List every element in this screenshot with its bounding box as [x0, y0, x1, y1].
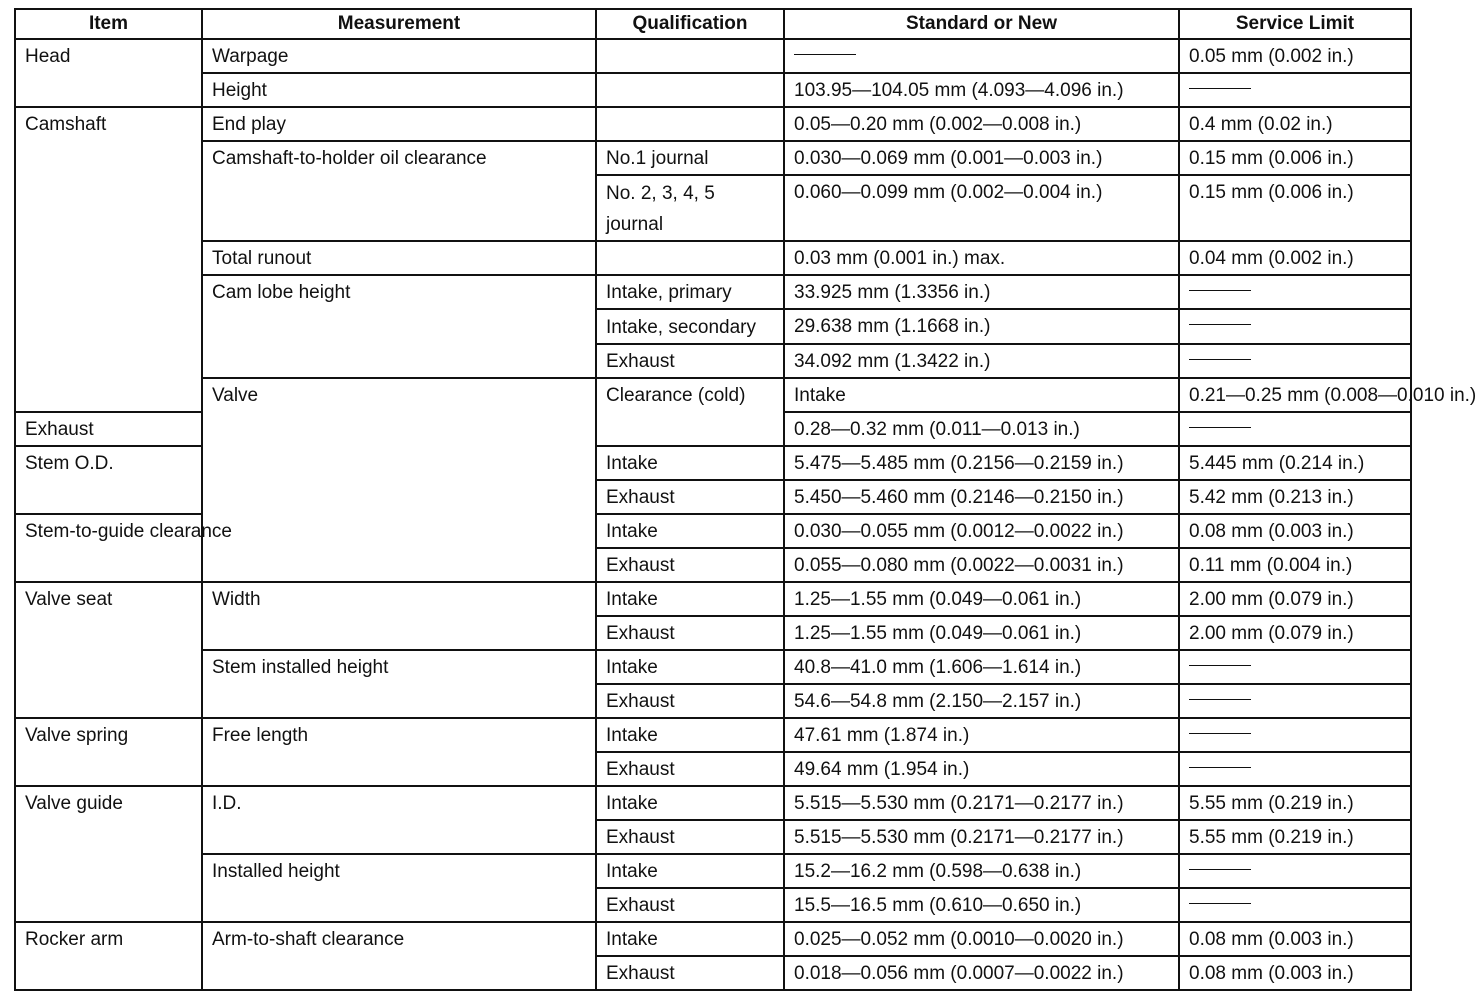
item-cell: Valve seat	[15, 582, 202, 718]
header-standard: Standard or New	[784, 9, 1179, 39]
item-cell: Valve guide	[15, 786, 202, 922]
header-row	[15, 9, 1411, 39]
qualification-cell	[596, 107, 784, 141]
standard-cell: 1.25—1.55 mm (0.049—0.061 in.)	[784, 582, 1179, 616]
limit-cell	[1179, 73, 1411, 107]
item-cell: Valve	[202, 378, 596, 582]
item-cell: Camshaft	[15, 107, 202, 412]
item-cell: Rocker arm	[15, 922, 202, 990]
measurement-cell: Height	[202, 73, 596, 107]
qualification-cell: Intake	[596, 446, 784, 480]
qualification-cell: Intake, primary	[596, 275, 784, 309]
standard-cell: 33.925 mm (1.3356 in.)	[784, 275, 1179, 309]
limit-cell	[1179, 412, 1411, 446]
dash-mark	[1189, 359, 1251, 360]
header-qualification: Qualification	[596, 9, 784, 39]
item-cell: Valve spring	[15, 718, 202, 786]
table-row	[15, 275, 1411, 309]
standard-cell: 0.03 mm (0.001 in.) max.	[784, 241, 1179, 275]
limit-cell: 0.05 mm (0.002 in.)	[1179, 39, 1411, 73]
measurement-cell: Stem-to-guide clearance	[15, 514, 202, 582]
dash-mark	[1189, 903, 1251, 904]
qualification-cell: Exhaust	[596, 820, 784, 854]
measurement-cell: Free length	[202, 718, 596, 786]
qualification-cell: Exhaust	[596, 548, 784, 582]
limit-cell: 0.08 mm (0.003 in.)	[1179, 956, 1411, 990]
limit-cell	[1179, 752, 1411, 786]
table-row	[15, 854, 1411, 888]
qualification-cell: Exhaust	[596, 344, 784, 378]
standard-cell: 0.018—0.056 mm (0.0007—0.0022 in.)	[784, 956, 1179, 990]
limit-cell: 0.15 mm (0.006 in.)	[1179, 141, 1411, 175]
qualification-cell: Intake	[596, 582, 784, 616]
table-row	[15, 786, 1411, 820]
limit-cell	[1179, 888, 1411, 922]
limit-cell: 0.11 mm (0.004 in.)	[1179, 548, 1411, 582]
qualification-cell: Intake, secondary	[596, 309, 784, 344]
limit-cell: 5.55 mm (0.219 in.)	[1179, 786, 1411, 820]
dash-mark	[1189, 869, 1251, 870]
qualification-cell: Intake	[596, 514, 784, 548]
limit-cell: 5.445 mm (0.214 in.)	[1179, 446, 1411, 480]
limit-cell: 5.42 mm (0.213 in.)	[1179, 480, 1411, 514]
standard-cell: 0.05—0.20 mm (0.002—0.008 in.)	[784, 107, 1179, 141]
table-row	[15, 39, 1411, 73]
standard-cell: 5.450—5.460 mm (0.2146—0.2150 in.)	[784, 480, 1179, 514]
standard-cell: 15.2—16.2 mm (0.598—0.638 in.)	[784, 854, 1179, 888]
standard-cell: 0.28—0.32 mm (0.011—0.013 in.)	[784, 412, 1179, 446]
qualification-cell: Exhaust	[596, 752, 784, 786]
limit-cell: 0.08 mm (0.003 in.)	[1179, 514, 1411, 548]
measurement-cell: Total runout	[202, 241, 596, 275]
specification-table	[14, 8, 1476, 991]
dash-mark	[1189, 88, 1251, 89]
header-measurement: Measurement	[202, 9, 596, 39]
qualification-cell: Exhaust	[596, 684, 784, 718]
standard-cell: 54.6—54.8 mm (2.150—2.157 in.)	[784, 684, 1179, 718]
standard-cell: 15.5—16.5 mm (0.610—0.650 in.)	[784, 888, 1179, 922]
header-item: Item	[15, 9, 202, 39]
table-row	[15, 73, 1411, 107]
standard-cell: 5.475—5.485 mm (0.2156—0.2159 in.)	[784, 446, 1179, 480]
limit-cell: 0.15 mm (0.006 in.)	[1179, 175, 1411, 241]
standard-cell: 0.030—0.069 mm (0.001—0.003 in.)	[784, 141, 1179, 175]
limit-cell: 0.04 mm (0.002 in.)	[1179, 241, 1411, 275]
qualification-cell	[596, 73, 784, 107]
standard-cell: 34.092 mm (1.3422 in.)	[784, 344, 1179, 378]
qualification-cell: Exhaust	[596, 616, 784, 650]
standard-cell: 103.95—104.05 mm (4.093—4.096 in.)	[784, 73, 1179, 107]
limit-cell: 0.4 mm (0.02 in.)	[1179, 107, 1411, 141]
qualification-cell	[596, 39, 784, 73]
limit-cell: 5.55 mm (0.219 in.)	[1179, 820, 1411, 854]
measurement-cell: Width	[202, 582, 596, 650]
limit-cell	[1179, 650, 1411, 684]
qualification-cell: No.1 journal	[596, 141, 784, 175]
table-row	[15, 718, 1411, 752]
dash-mark	[794, 54, 856, 55]
standard-cell: 0.060—0.099 mm (0.002—0.004 in.)	[784, 175, 1179, 241]
measurement-cell: Arm-to-shaft clearance	[202, 922, 596, 990]
qualification-cell: Intake	[596, 786, 784, 820]
table-row	[15, 922, 1411, 956]
limit-cell	[1179, 344, 1411, 378]
standard-cell: 0.055—0.080 mm (0.0022—0.0031 in.)	[784, 548, 1179, 582]
limit-cell	[1179, 718, 1411, 752]
standard-cell: 5.515—5.530 mm (0.2171—0.2177 in.)	[784, 786, 1179, 820]
limit-cell: 0.08 mm (0.003 in.)	[1179, 922, 1411, 956]
qualification-cell: Intake	[596, 718, 784, 752]
table-row	[15, 107, 1411, 141]
item-cell: Head	[15, 39, 202, 107]
qualification-cell: Intake	[596, 922, 784, 956]
measurement-cell: Stem O.D.	[15, 446, 202, 514]
standard-cell: 47.61 mm (1.874 in.)	[784, 718, 1179, 752]
measurement-cell: Cam lobe height	[202, 275, 596, 378]
standard-cell: 0.025—0.052 mm (0.0010—0.0020 in.)	[784, 922, 1179, 956]
measurement-cell: Warpage	[202, 39, 596, 73]
table-row	[15, 378, 1411, 412]
qualification-cell: Intake	[596, 650, 784, 684]
standard-cell: 1.25—1.55 mm (0.049—0.061 in.)	[784, 616, 1179, 650]
measurement-cell: Clearance (cold)	[596, 378, 784, 446]
standard-cell: 5.515—5.530 mm (0.2171—0.2177 in.)	[784, 820, 1179, 854]
measurement-cell: I.D.	[202, 786, 596, 854]
limit-cell: 2.00 mm (0.079 in.)	[1179, 616, 1411, 650]
measurement-cell: Stem installed height	[202, 650, 596, 718]
table-row	[15, 582, 1411, 616]
qualification-cell: Exhaust	[596, 480, 784, 514]
table-row	[15, 141, 1411, 175]
limit-cell	[1179, 854, 1411, 888]
qualification-cell: Intake	[784, 378, 1179, 412]
qualification-cell: Intake	[596, 854, 784, 888]
table-row	[15, 650, 1411, 684]
qualification-cell: Exhaust	[596, 888, 784, 922]
limit-cell: 2.00 mm (0.079 in.)	[1179, 582, 1411, 616]
dash-mark	[1189, 733, 1251, 734]
dash-mark	[1189, 324, 1251, 325]
standard-cell	[784, 39, 1179, 73]
measurement-cell: Camshaft-to-holder oil clearance	[202, 141, 596, 241]
standard-cell: 49.64 mm (1.954 in.)	[784, 752, 1179, 786]
dash-mark	[1189, 427, 1251, 428]
dash-mark	[1189, 290, 1251, 291]
limit-cell	[1179, 684, 1411, 718]
dash-mark	[1189, 699, 1251, 700]
qualification-cell: Exhaust	[15, 412, 202, 446]
measurement-cell: Installed height	[202, 854, 596, 922]
limit-cell	[1179, 309, 1411, 344]
standard-cell: 0.030—0.055 mm (0.0012—0.0022 in.)	[784, 514, 1179, 548]
measurement-cell: End play	[202, 107, 596, 141]
qualification-cell: No. 2, 3, 4, 5 journal	[596, 175, 784, 241]
limit-cell	[1179, 275, 1411, 309]
standard-cell: 29.638 mm (1.1668 in.)	[784, 309, 1179, 344]
qualification-cell: Exhaust	[596, 956, 784, 990]
standard-cell: 0.21—0.25 mm (0.008—0.010 in.)	[1179, 378, 1411, 412]
standard-cell: 40.8—41.0 mm (1.606—1.614 in.)	[784, 650, 1179, 684]
qualification-cell	[596, 241, 784, 275]
header-service-limit: Service Limit	[1179, 9, 1411, 39]
dash-mark	[1189, 767, 1251, 768]
table-row	[15, 241, 1411, 275]
dash-mark	[1189, 665, 1251, 666]
